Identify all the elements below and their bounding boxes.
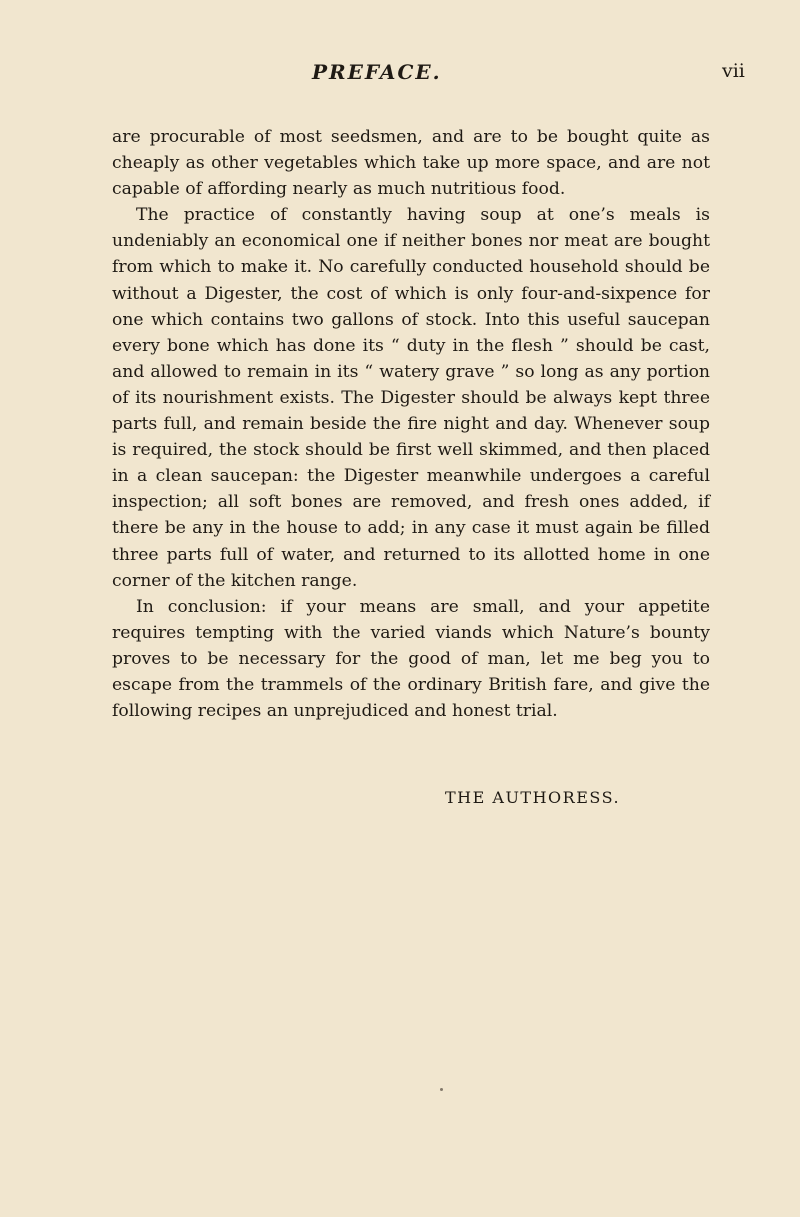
page-number: vii [722, 60, 745, 82]
body-text [112, 124, 710, 724]
signature: THE AUTHORESS. [445, 788, 621, 807]
paper-fleck [440, 1088, 443, 1091]
paragraph-continued: are procurable of most seedsmen, and are to be bought quite as cheaply as other vegetables which take up more space, and are not capable of affording nearly as much nutritious food. [112, 127, 710, 200]
running-title: PREFACE. [312, 60, 442, 84]
paragraph-digester: The practice of constantly having soup at one’s meals is undeniably an economical one if neither bones nor meat are bought from which to make it. No carefully conducted household should be without a Digester, the cost of which is only four-and-sixpence for one which contains two gallons of stock. Into this useful saucepan every bone which has done its “ duty in the flesh ” should be cast, and allowed to remain in its “ watery grave ” so long as any portion of its nourishment exists. The Digester should be always kept three parts full, and remain beside the fire night and day. Whenever soup is required, the stock should be first well skimmed, and then placed in a clean saucepan: the Digester meanwhile undergoes a careful inspection; all soft bones are removed, and fresh ones added, if there be any in the house to add; in any case it must again be filled three parts full of water, and returned to its allotted home in one corner of the kitchen range. [112, 205, 710, 591]
running-head [0, 60, 800, 90]
paragraph-conclusion: In conclusion: if your means are small, and your appetite requires tempting with the varied viands which Nature’s bounty proves to be necessary for the good of man, let me beg you to escape from the trammels of the ordinary British fare, and give the following recipes an unprejudiced and honest trial. [112, 596, 710, 722]
